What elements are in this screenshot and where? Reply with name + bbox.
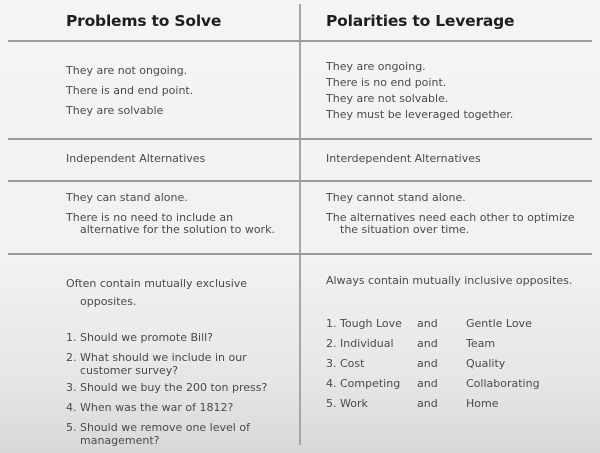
opposites-line: opposites. [80, 295, 137, 308]
desc-line: the situation over time. [340, 223, 470, 236]
polarities-examples [326, 316, 586, 416]
column-divider [299, 4, 301, 445]
problems-alternatives-type: Independent Alternatives [66, 152, 206, 165]
example-item: 4. When was the war of 1812? [66, 401, 234, 414]
polarities-opposites: Always contain mutually inclusive opposites. [326, 274, 573, 287]
characteristic: There is and end point. [66, 84, 194, 97]
opposites-line: Often contain mutually exclusive [66, 277, 248, 290]
polarities-characteristics [326, 59, 513, 123]
row-divider [8, 138, 592, 140]
characteristic: They are solvable [66, 104, 164, 117]
polarities-alternatives-type: Interdependent Alternatives [326, 152, 481, 165]
problems-opposites [66, 275, 247, 311]
example-pair: 1. Tough Love and Gentle Love [326, 317, 532, 330]
row-divider [8, 253, 592, 255]
heading-problems: Problems to Solve [66, 12, 222, 30]
desc-line: The alternatives need each other to optimize [326, 211, 575, 224]
polarities-alternatives-desc [326, 190, 575, 236]
example-item: 1. Should we promote Bill? [66, 331, 214, 344]
example-pair: 4. Competing and Collaborating [326, 377, 540, 390]
desc-line: There is no need to include an [66, 211, 234, 224]
problems-alternatives-desc [66, 190, 275, 236]
row-divider [8, 180, 592, 182]
characteristic: They are ongoing. [326, 60, 426, 73]
problems-examples [66, 330, 267, 450]
example-item: 5. Should we remove one level of management? [66, 421, 250, 447]
characteristic: They are not solvable. [326, 92, 449, 105]
desc-line: They cannot stand alone. [326, 191, 466, 204]
heading-polarities: Polarities to Leverage [326, 12, 515, 30]
example-item: 3. Should we buy the 200 ton press? [66, 381, 268, 394]
problems-characteristics [66, 63, 193, 119]
example-pair: 5. Work and Home [326, 397, 499, 410]
example-item: 2. What should we include in our customer survey? [66, 351, 247, 377]
characteristic: They are not ongoing. [66, 64, 188, 77]
characteristic: They must be leveraged together. [326, 108, 514, 121]
characteristic: There is no end point. [326, 76, 447, 89]
example-pair: 2. Individual and Team [326, 337, 496, 350]
row-divider [8, 40, 592, 42]
desc-line: They can stand alone. [66, 191, 188, 204]
example-pair: 3. Cost and Quality [326, 357, 506, 370]
desc-line: alternative for the solution to work. [80, 223, 275, 236]
